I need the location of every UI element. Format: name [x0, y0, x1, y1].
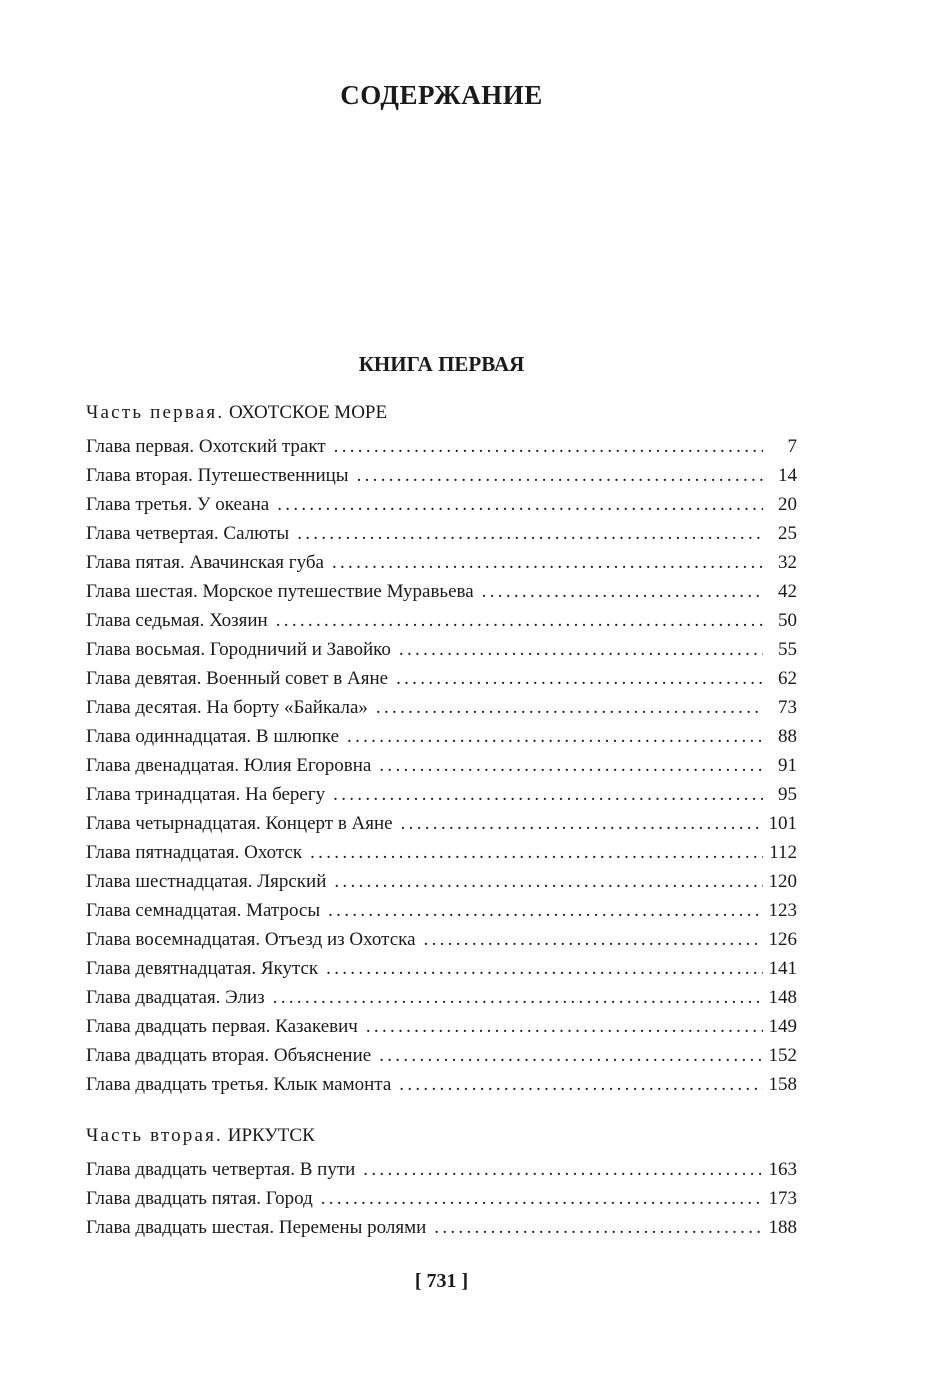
chapter-title: Глава двадцать первая. Казакевич [86, 1016, 358, 1037]
chapter-title: Глава шестая. Морское путешествие Муравьева [86, 581, 474, 602]
chapter-title: Глава восьмая. Городничий и Завойко [86, 639, 391, 660]
chapter-page-number: 25 [778, 523, 797, 544]
toc-entry [86, 925, 797, 954]
chapter-title: Глава семнадцатая. Матросы [86, 900, 321, 921]
chapter-page-number: 73 [778, 697, 797, 718]
dot-leader [482, 577, 763, 606]
toc-entry [86, 1155, 797, 1184]
chapter-title: Глава двадцать пятая. Город [86, 1188, 313, 1209]
toc-entry [86, 490, 797, 519]
chapter-list [86, 432, 797, 1099]
toc-entry [86, 432, 797, 461]
dot-leader [328, 896, 762, 925]
chapter-page-number: 152 [768, 1045, 797, 1066]
chapter-page-number: 149 [768, 1016, 797, 1037]
toc-entry [86, 1012, 797, 1041]
chapter-title: Глава шестнадцатая. Лярский [86, 871, 327, 892]
toc-part-1 [86, 398, 797, 1099]
chapter-title: Глава двадцать вторая. Объяснение [86, 1045, 372, 1066]
dot-leader [357, 461, 763, 490]
toc-part-2 [86, 1121, 797, 1242]
chapter-page-number: 141 [768, 958, 797, 979]
chapter-list [86, 1155, 797, 1242]
chapter-page-number: 88 [778, 726, 797, 747]
page-title: СОДЕРЖАНИЕ [340, 80, 543, 110]
part-title [86, 1121, 797, 1151]
toc-entry [86, 1213, 797, 1242]
dot-leader [321, 1184, 763, 1213]
dot-leader [376, 693, 763, 722]
chapter-page-number: 188 [768, 1217, 797, 1238]
toc-entry [86, 635, 797, 664]
chapter-page-number: 55 [778, 639, 797, 660]
dot-leader [401, 809, 763, 838]
toc-entry [86, 548, 797, 577]
chapter-title: Глава двенадцатая. Юлия Егоровна [86, 755, 372, 776]
toc-entry [86, 1184, 797, 1213]
chapter-title: Глава третья. У океана [86, 494, 270, 515]
chapter-page-number: 123 [768, 900, 797, 921]
chapter-page-number: 148 [768, 987, 797, 1008]
chapter-page-number: 14 [778, 465, 797, 486]
dot-leader [277, 490, 763, 519]
dot-leader [332, 548, 763, 577]
part-name: ИРКУТСК [227, 1125, 315, 1146]
toc-entry [86, 1041, 797, 1070]
chapter-title: Глава двадцать шестая. Перемены ролями [86, 1217, 427, 1238]
chapter-title: Глава восемнадцатая. Отъезд из Охотска [86, 929, 416, 950]
chapter-title: Глава девятнадцатая. Якутск [86, 958, 319, 979]
dot-leader [396, 664, 763, 693]
dot-leader [379, 1041, 762, 1070]
dot-leader [434, 1213, 762, 1242]
toc-entry [86, 722, 797, 751]
chapter-page-number: 62 [778, 668, 797, 689]
chapter-page-number: 95 [778, 784, 797, 805]
toc-entry [86, 664, 797, 693]
chapter-page-number: 112 [769, 842, 797, 863]
toc-entry [86, 1070, 797, 1099]
chapter-title: Глава седьмая. Хозяин [86, 610, 268, 631]
dot-leader [424, 925, 763, 954]
part-name: ОХОТСКОЕ МОРЕ [229, 402, 388, 423]
chapter-title: Глава первая. Охотский тракт [86, 436, 326, 457]
chapter-title: Глава двадцать четвертая. В пути [86, 1159, 356, 1180]
toc-entry [86, 954, 797, 983]
chapter-page-number: 50 [778, 610, 797, 631]
toc-entry [86, 577, 797, 606]
chapter-page-number: 20 [778, 494, 797, 515]
dot-leader [276, 606, 763, 635]
toc-entry [86, 461, 797, 490]
toc-entry [86, 983, 797, 1012]
dot-leader [273, 983, 763, 1012]
dot-leader [310, 838, 763, 867]
dot-leader [334, 432, 763, 461]
chapter-title: Глава одиннадцатая. В шлюпке [86, 726, 340, 747]
dot-leader [297, 519, 763, 548]
page-number: [ 731 ] [414, 1270, 469, 1292]
dot-leader [347, 722, 763, 751]
dot-leader [363, 1155, 762, 1184]
chapter-page-number: 91 [778, 755, 797, 776]
chapter-title: Глава пятая. Авачинская губа [86, 552, 324, 573]
chapter-page-number: 101 [768, 813, 797, 834]
chapter-title: Глава четвертая. Салюты [86, 523, 290, 544]
chapter-title: Глава двадцать третья. Клык мамонта [86, 1074, 392, 1095]
dot-leader [379, 751, 763, 780]
toc-entry [86, 780, 797, 809]
chapter-title: Глава пятнадцатая. Охотск [86, 842, 303, 863]
toc-entry [86, 606, 797, 635]
chapter-title: Глава вторая. Путешественницы [86, 465, 349, 486]
part-title [86, 398, 797, 428]
chapter-page-number: 120 [768, 871, 797, 892]
dot-leader [334, 867, 762, 896]
dot-leader [399, 635, 763, 664]
chapter-page-number: 7 [787, 436, 797, 457]
toc-entry [86, 693, 797, 722]
chapter-page-number: 42 [778, 581, 797, 602]
chapter-page-number: 32 [778, 552, 797, 573]
dot-leader [326, 954, 762, 983]
chapter-title: Глава двадцатая. Элиз [86, 987, 265, 1008]
dot-leader [399, 1070, 762, 1099]
book-title: КНИГА ПЕРВАЯ [358, 352, 525, 376]
toc-entry [86, 751, 797, 780]
toc-entry [86, 867, 797, 896]
chapter-title: Глава тринадцатая. На берегу [86, 784, 326, 805]
dot-leader [366, 1012, 763, 1041]
chapter-title: Глава четырнадцатая. Концерт в Аяне [86, 813, 393, 834]
toc-entry [86, 838, 797, 867]
chapter-title: Глава девятая. Военный совет в Аяне [86, 668, 389, 689]
chapter-page-number: 163 [768, 1159, 797, 1180]
part-prefix: Часть вторая. [86, 1125, 224, 1146]
toc-entry [86, 809, 797, 838]
toc-entry [86, 519, 797, 548]
chapter-title: Глава десятая. На борту «Байкала» [86, 697, 368, 718]
chapter-page-number: 126 [768, 929, 797, 950]
chapter-page-number: 158 [768, 1074, 797, 1095]
chapter-page-number: 173 [768, 1188, 797, 1209]
dot-leader [333, 780, 763, 809]
part-prefix: Часть первая. [86, 402, 225, 423]
toc-entry [86, 896, 797, 925]
